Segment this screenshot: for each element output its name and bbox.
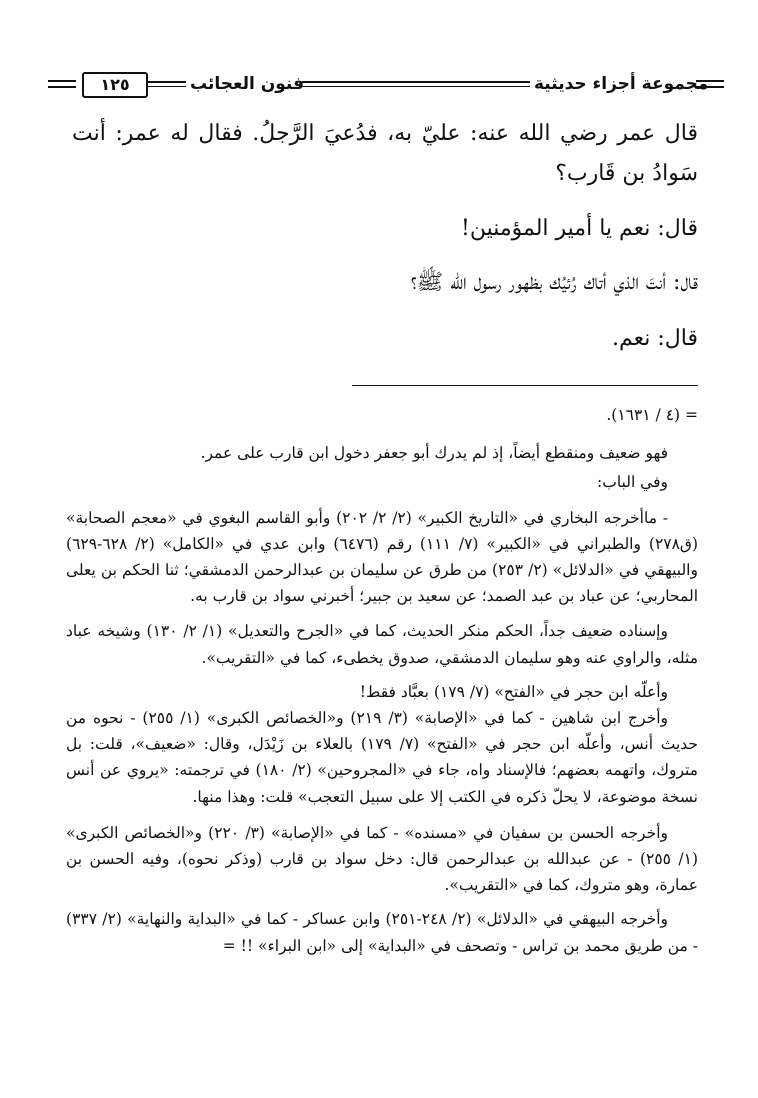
footnote-paragraph: وأخرج ابن شاهين - كما في «الإصابة» (٣/ ٢١٩) و«الخصائص الكبرى» (١/ ٢٥٥) - نحوه من حديث أنس، وأعلّه ابن حجر في «الفتح» (٧/ ١٧٩) بالعلاء بن زَيْدَل، وقال: «ضعيف»، قلت: بل متروك، واتهمه بعضهم؛ فالإسناد واه، جاء في «المجروحين» (٢/ ١٨٠) في ترجمته: «يروي عن أنس نسخة موضوعة، لا يحلّ ذكره في الكتب إلا على سبيل التعجب» قلت: وهذا منها. xyxy=(66,709,699,806)
footnote-paragraph: وإسناده ضعيف جداً، الحكم منكر الحديث، كما في «الجرح والتعديل» (١/ ٢/ ١٣٠) وشيخه عباد مثله، والراوي عنه وهو سليمان الدمشقي، صدوق يخطىء، كما في «التقريب». xyxy=(66,622,698,667)
footnote-paragraph: - ماأخرجه البخاري في «التاريخ الكبير» (٢/ ٢/ ٢٠٢) وأبو القاسم البغوي في «معجم الصحابة» (ق٢٧٨) والطبراني في «الكبير» (٧/ ١١١) رقم (٦٤٧٦) وابن عدي في «الكامل» (٢/ ٦٢٨-٦٢٩) والبيهقي في «الدلائل» (٢/ ٢٥٣) من طرق عن سليمان بن عبدالرحمن الدمشقي؛ ثنا الحكم بن يعلى المحاربي؛ عن عباد بن عبد الصمد؛ عن سعيد بن جبير؛ أخبرني سواد بن قارب به. xyxy=(66,508,698,606)
footnotes xyxy=(66,402,698,959)
header-rule xyxy=(696,86,724,88)
header-rule xyxy=(696,80,724,82)
header-title-left: فنون العجائب xyxy=(190,74,304,94)
footnote-paragraph: وفي الباب: xyxy=(597,473,668,492)
header-title-right: مجموعة أجزاء حديثية xyxy=(534,74,709,94)
page-number: ١٢٥ xyxy=(82,72,148,98)
footnote-paragraph: فهو ضعيف ومنقطع أيضاً، إذ لم يدرك أبو جعفر دخول ابن قارب على عمر. xyxy=(200,444,668,463)
main-line: قال: أنتَ الذي أتاك رُئيُك بظهور رسول الله ﷺ؟ xyxy=(410,270,698,295)
header-rule xyxy=(48,80,76,82)
footnote-paragraph: وأعلّه ابن حجر في «الفتح» (٧/ ١٧٩) بعبَّاد فقط! xyxy=(359,682,668,701)
main-paragraph: قال عمر رضي الله عنه: عليّ به، فدُعيَ الرَّجلُ. فقال له عمر: أنت سَوادُ بن قَارب؟ xyxy=(72,121,698,186)
header-rule xyxy=(48,86,76,88)
footnote-paragraph: وأخرجه الحسن بن سفيان في «مسنده» - كما في «الإصابة» (٣/ ٢٢٠) و«الخصائص الكبرى» (١/ ٢٥٥) - عن عبدالله بن عبدالرحمن قال: دخل سواد بن قارب (وذكر نحوه)، وفيه الحسن بن عمارة، وهو متروك، كما في «التقريب». xyxy=(66,823,699,895)
main-line: قال: نعم. xyxy=(612,326,698,351)
header-rule xyxy=(148,81,186,83)
header-rule xyxy=(302,81,530,83)
header-rule xyxy=(148,86,186,87)
footnote-separator xyxy=(352,385,698,386)
running-header xyxy=(48,72,724,98)
footnote-paragraph: وأخرجه البيهقي في «الدلائل» (٢/ ٢٤٨-٢٥١) وابن عساكر - كما في «البداية والنهاية» (٢/ ٣٣٧) - من طريق محمد بن تراس - وتصحف في «البداية» إلى «ابن البراء» !! = xyxy=(66,910,698,955)
header-rule xyxy=(302,86,530,87)
main-line: قال: نعم يا أمير المؤمنين! xyxy=(460,216,698,241)
footnote-continuation: = (٤ / ١٦٣١). xyxy=(606,406,698,424)
